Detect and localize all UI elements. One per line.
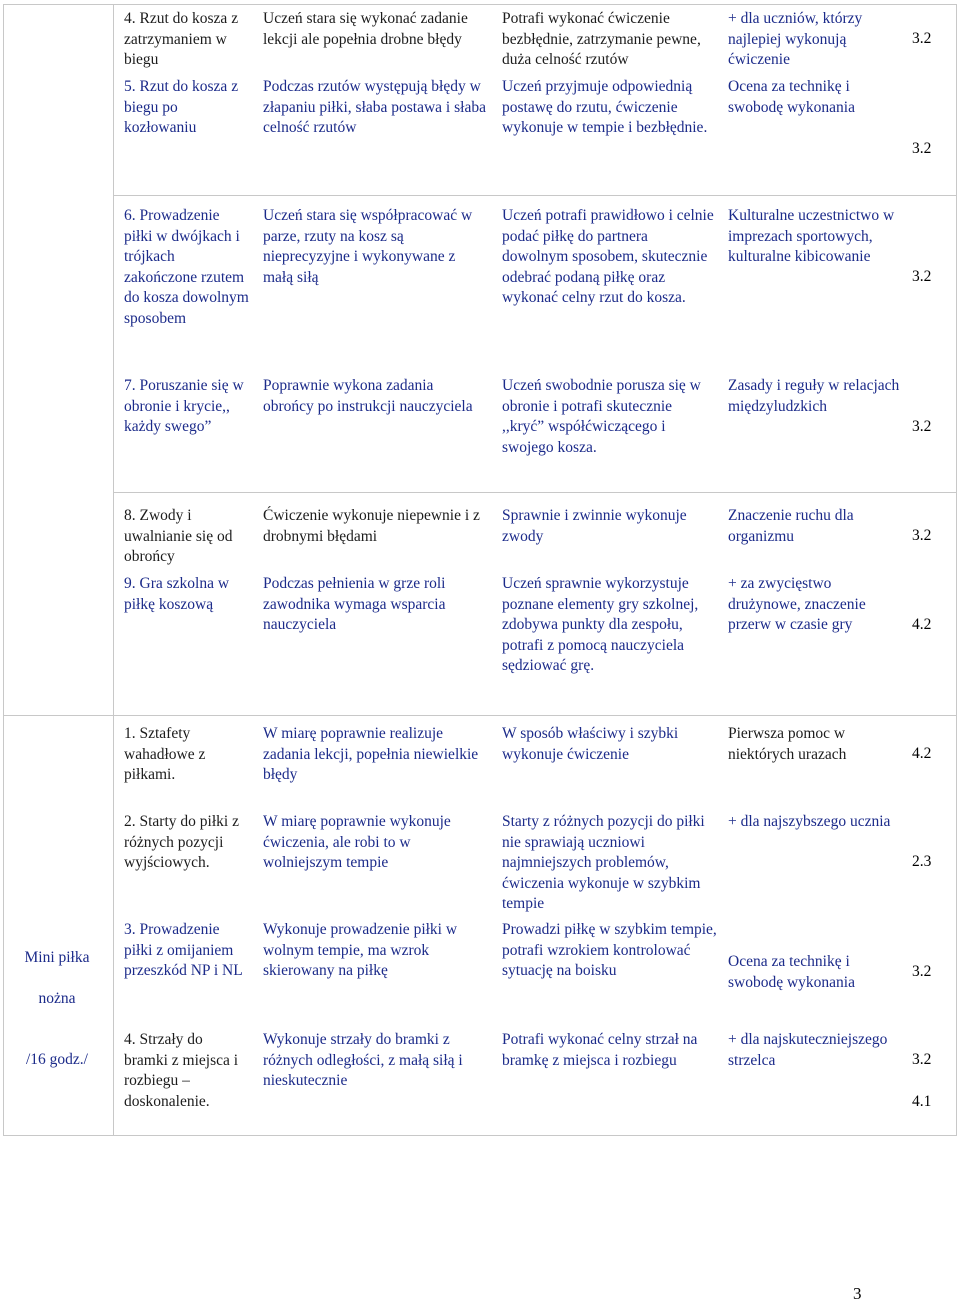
table-border — [3, 715, 956, 716]
table-border — [113, 492, 956, 493]
errors-cell: Podczas pełnienia w grze roli zawodnika wymaga wsparcia nauczyciela — [263, 575, 446, 633]
table-border — [956, 4, 957, 1136]
code-cell: 3.2 — [912, 140, 932, 157]
errors-cell: Uczeń stara się współpracować w parze, rzuty na kosz są nieprecyzyjne i wykonywane z małą siłą — [263, 207, 473, 286]
notes-cell: Znaczenie ruchu dla organizmu — [728, 507, 854, 545]
errors-cell: Wykonuje prowadzenie piłki w wolnym tempie, ma wzrok skierowany na piłkę — [263, 921, 458, 979]
achievement-cell: Uczeń sprawnie wykorzystuje poznane elementy gry szkolnej, zdobywa punkty dla zespołu, potrafi z pomocą nauczyciela sędziować grę. — [502, 575, 699, 674]
table-border — [3, 1135, 956, 1136]
exercise-cell: 8. Zwody i uwalnianie się od obrońcy — [124, 507, 233, 565]
achievement-cell: Potrafi wykonać ćwiczenie bezbłędnie, zatrzymanie pewne, duża celność rzutów — [502, 10, 701, 68]
errors-cell: Uczeń stara się wykonać zadanie lekcji ale popełnia drobne błędy — [263, 10, 468, 48]
section-hours: /16 godz./ — [26, 1051, 88, 1068]
errors-cell: Ćwiczenie wykonuje niepewnie i z drobnymi błędami — [263, 507, 480, 545]
achievement-cell: Prowadzi piłkę w szybkim tempie, potrafi wzrokiem kontrolować sytuację na boisku — [502, 921, 717, 979]
exercise-cell: 9. Gra szkolna w piłkę koszową — [124, 575, 230, 613]
exercise-cell: 7. Poruszanie się w obronie i krycie,, każdy swego” — [124, 377, 244, 435]
notes-cell: Ocena za technikę i swobodę wykonania — [728, 78, 855, 116]
exercise-cell: 2. Starty do piłki z różnych pozycji wyjściowych. — [124, 813, 239, 871]
errors-cell: Poprawnie wykona zadania obrońcy po instrukcji nauczyciela — [263, 377, 473, 415]
code-cell: 4.2 — [912, 616, 932, 633]
errors-cell: Wykonuje strzały do bramki z różnych odległości, z małą siłą i nieskutecznie — [263, 1031, 463, 1089]
notes-cell: + dla najszybszego ucznia — [728, 813, 891, 830]
code-cell: 4.2 — [912, 745, 932, 762]
page-number: 3 — [853, 1284, 862, 1303]
notes-cell: Zasady i reguły w relacjach międzyludzkich — [728, 377, 900, 415]
exercise-cell: 6. Prowadzenie piłki w dwójkach i trójkach zakończone rzutem do kosza dowolnym sposobem — [124, 207, 249, 327]
exercise-cell: 3. Prowadzenie piłki z omijaniem przeszkód NP i NL — [124, 921, 243, 979]
errors-cell: W miarę poprawnie realizuje zadania lekcji, popełnia niewielkie błędy — [263, 725, 479, 783]
section-name: Mini piłka — [24, 949, 90, 966]
achievement-cell: Potrafi wykonać celny strzał na bramkę z miejsca i rozbiegu — [502, 1031, 698, 1069]
exercise-cell: 4. Rzut do kosza z zatrzymaniem w biegu — [124, 10, 239, 68]
table-border — [3, 4, 4, 1136]
notes-cell: Kulturalne uczestnictwo w imprezach sportowych, kulturalne kibicowanie — [728, 207, 895, 265]
achievement-cell: W sposób właściwy i szybki wykonuje ćwiczenie — [502, 725, 679, 763]
code-cell: 3.2 — [912, 527, 932, 544]
notes-cell: + dla uczniów, którzy najlepiej wykonują ćwiczenie — [728, 10, 863, 68]
errors-cell: Podczas rzutów występują błędy w złapaniu piłki, słaba postawa i słaba celność rzutów — [263, 78, 486, 136]
notes-cell: Ocena za technikę i swobodę wykonania — [728, 953, 855, 991]
achievement-cell: Uczeń swobodnie porusza się w obronie i potrafi skutecznie ,,kryć” współćwiczącego i swojego kosza. — [502, 377, 701, 456]
section-name: nożna — [38, 990, 76, 1007]
code-cell: 3.2 — [912, 418, 932, 435]
errors-cell: W miarę poprawnie wykonuje ćwiczenia, ale robi to w wolniejszym tempie — [263, 813, 451, 871]
notes-cell: + dla najskuteczniejszego strzelca — [728, 1031, 888, 1069]
achievement-cell: Sprawnie i zwinnie wykonuje zwody — [502, 507, 687, 545]
exercise-cell: 5. Rzut do kosza z biegu po kozłowaniu — [124, 78, 239, 136]
achievement-cell: Uczeń potrafi prawidłowo i celnie podać piłkę do partnera dowolnym sposobem, skutecznie odebrać podaną piłkę oraz wykonać celny rzut do kosza. — [502, 207, 714, 306]
code-cell: 3.2 — [912, 963, 932, 980]
notes-cell: + za zwycięstwo drużynowe, znaczenie przerw w czasie gry — [728, 575, 866, 633]
table-border — [3, 4, 956, 5]
exercise-cell: 4. Strzały do bramki z miejsca i rozbiegu – doskonalenie. — [124, 1031, 239, 1110]
achievement-cell: Starty z różnych pozycji do piłki nie sprawiają uczniowi najmniejszych problemów, ćwiczenia wykonuje w szybkim tempie — [502, 813, 705, 912]
exercise-cell: 1. Sztafety wahadłowe z piłkami. — [124, 725, 206, 783]
achievement-cell: Uczeń przyjmuje odpowiednią postawę do rzutu, ćwiczenie wykonuje w tempie i bezbłędnie. — [502, 78, 708, 136]
code-cell: 3.2 — [912, 1051, 932, 1068]
notes-cell: Pierwsza pomoc w niektórych urazach — [728, 725, 847, 763]
table-border — [113, 4, 114, 1136]
table-border — [113, 195, 956, 196]
code-cell: 3.2 — [912, 30, 932, 47]
code-cell: 3.2 — [912, 268, 932, 285]
code-cell: 4.1 — [912, 1093, 932, 1110]
code-cell: 2.3 — [912, 853, 932, 870]
